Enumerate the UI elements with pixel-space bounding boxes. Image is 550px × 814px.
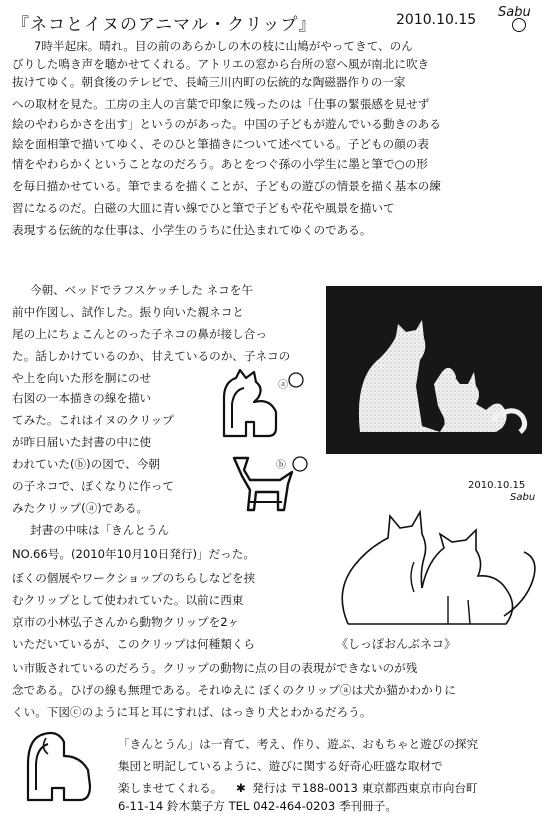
text-line: た。話しかけているのか、甘えているのか、子ネコの [12, 349, 291, 363]
text-line: を毎日描かせている。筆でまるを描くことが、子どもの遊びの情景を描く基本の練 [12, 179, 441, 193]
drawing-date: 2010.10.15 [468, 480, 526, 491]
text-line: びりした鳴き声を聴かせてくれる。アトリエの窓から台所の窓へ風が南北に吹き [12, 57, 430, 71]
text-line: への取材を見た。工房の主人の言葉で印象に残ったのは「仕事の緊張感を見せず [12, 97, 430, 111]
text-line: 絵のやわらかさを出す」というのがあった。中国の子どもが遊んでいる動きのある [12, 117, 441, 131]
text-line: い市販されているのだろう。クリップの動物に点の目の表現ができないのが残 [12, 661, 418, 675]
text-line: 念である。ひげの線も無理である。それゆえに ぼくのクリップⓐは犬か猫かわかりに [12, 683, 456, 697]
publisher-mark-icon: ✱ [236, 781, 246, 795]
text-line: 発行は 〒188-0013 東京都西東京市向台町 [252, 781, 478, 795]
drawing-caption: 《しっぽおんぶネコ》 [336, 637, 457, 651]
text-line: ぼくの個展やワークショップのちらしなどを挟 [12, 571, 256, 585]
text-line: 集団と明記しているように、遊びに関する好奇心旺盛な取材で [118, 759, 443, 773]
cat-silhouette-panel [326, 286, 542, 454]
text-line: 抜けてゆく。朝食後のテレビで、長崎三川内町の伝統的な陶磁器作りの一家 [12, 75, 406, 89]
text-line: が昨日届いた封書の中に使 [12, 435, 152, 449]
page-title: 『ネコとイヌのアニマル・クリップ』 [12, 15, 317, 35]
text-line: てみた。これはイヌのクリップ [12, 413, 174, 427]
cat-pair-illustration [326, 286, 542, 454]
text-line: 絵を面相筆で描いてゆく、そのひと筆描きについて述べている。子どもの顔の表 [12, 137, 429, 151]
signature-face-icon [512, 18, 526, 32]
text-line: いただいているが、このクリップは何種類くら [12, 637, 256, 651]
text-line: 表現する伝統的な仕事は、小学生のうちに仕込まれてゆくのである。 [12, 223, 372, 237]
text-line: みたクリップ(ⓐ)である。 [12, 501, 149, 515]
text-line: 「きんとうん」は一育て、考え、作り、遊ぶ、おもちゃと遊びの探究 [118, 737, 479, 751]
text-line: 封書の中味は「きんとうん [30, 523, 170, 537]
text-line: 京市の小林弘子さんから動物クリップを2ヶ [12, 615, 240, 629]
text-line: 尾の上にちょこんとのった子ネコの鼻が接し合っ [12, 327, 267, 341]
text-line: の子ネコで、ぼくなりに作って [12, 479, 175, 493]
clip-b-label: ⓑ [276, 460, 286, 471]
cat-clip-a-drawing [214, 368, 306, 448]
dog-clip-b-drawing [220, 450, 310, 532]
text-line: われていた(ⓑ)の図で、今朝 [12, 457, 160, 471]
text-line: くい。下図ⓒのように耳と耳にすれば、はっきり犬とわかるだろう。 [12, 705, 372, 719]
text-line: 習になるのだ。白磁の大皿に青い線でひと筆で子どもや花や風景を描いて [12, 201, 395, 215]
dog-clip-c-drawing [18, 724, 110, 806]
text-line: や上を向いた形を胴にのせ [12, 371, 152, 385]
text-line: NO.66号。(2010年10月10日発行)」だった。 [12, 547, 255, 561]
text-line: むクリップとして使われていた。以前に西東 [12, 593, 244, 607]
drawing-signature: Sabu [510, 492, 536, 503]
clip-a-label: ⓐ [278, 380, 288, 391]
author-signature: Sabu [498, 5, 531, 20]
piggyback-cats-drawing [328, 496, 544, 636]
text-line: 楽しませてくれる。 [118, 781, 223, 795]
text-line: 今朝、ベッドでラフスケッチした ネコを午 [30, 283, 253, 297]
text-line: 右図の一本描きの線を描い [12, 391, 152, 405]
entry-date: 2010.10.15 [396, 12, 477, 28]
text-line: 情をやわらかくということなのだろう。あとをつぐ孫の小学生に墨と筆で○の形 [12, 157, 428, 171]
text-line: 6-11-14 鈴木葉子方 TEL 042-464-0203 季刊冊子。 [118, 799, 397, 813]
text-line: 前中作図し、試作した。振り向いた親ネコと [12, 305, 244, 319]
text-line: 7時半起床。晴れ。目の前のあらかしの木の枝に山鳩がやってきて、のん [34, 39, 413, 53]
